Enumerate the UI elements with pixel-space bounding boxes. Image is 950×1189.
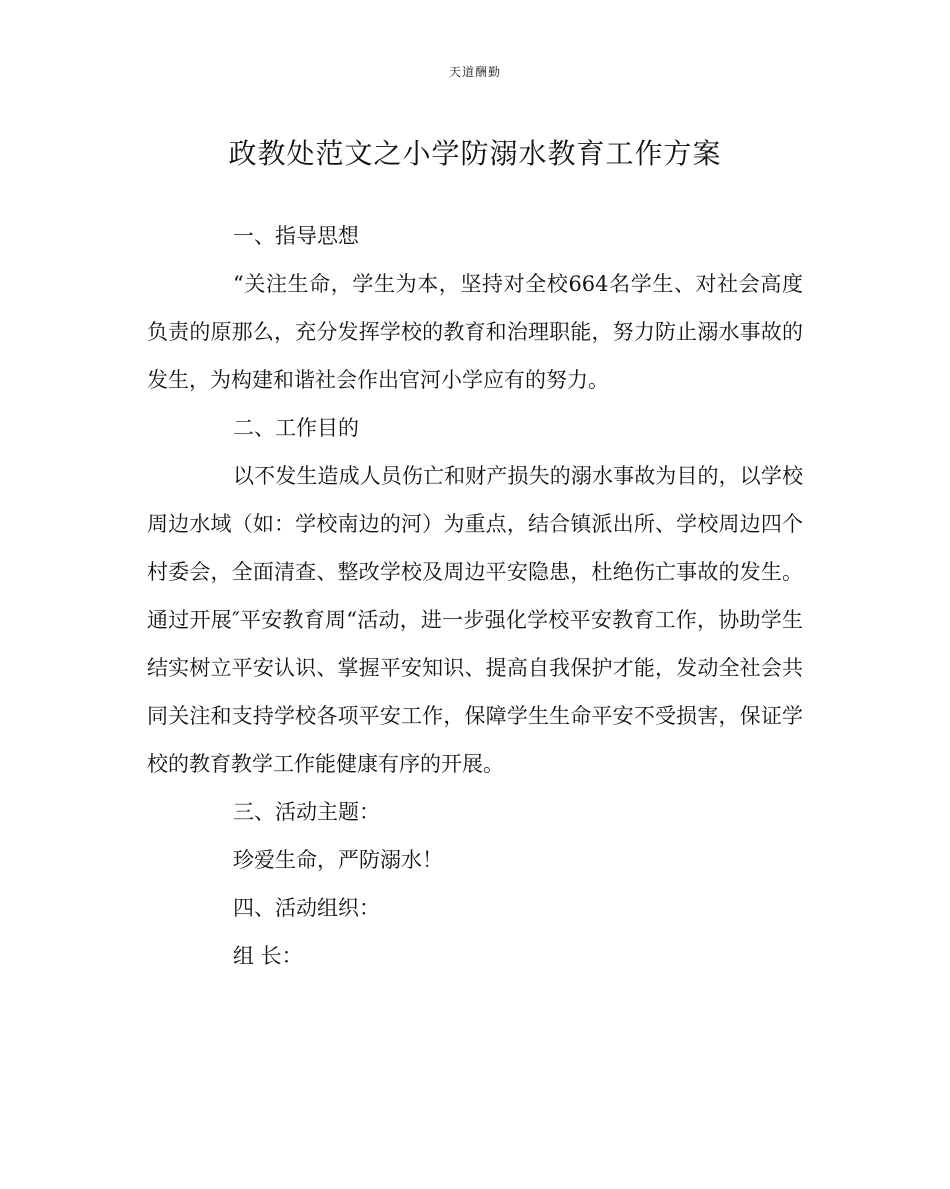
paragraph-activity-theme: 珍爱生命，严防溺水！ — [233, 848, 443, 872]
paragraph-work-goal: 以不发生造成人员伤亡和财产损失的溺水事故为目的，以学校周边水域（如：学校南边的河）为重点，结合镇派出所、学校周边四个村委会，全面清查、整改学校及周边平安隐患，杜绝伤亡事故的发生。通过开展″平安教育周“活动，进一步强化学校平安教育工作，协助学生结实树立平安认识、掌握平安知识、提高自我保护才能，发动全社会共同关注和支持学校各项平安工作，保障学生生命平安不受损害，保证学校的教育教学工作能健康有序的开展。 — [147, 464, 803, 776]
section-heading-guiding-ideology: 一、指导思想 — [233, 224, 359, 248]
section-heading-activity-organization: 四、活动组织： — [233, 896, 380, 920]
document-body — [147, 212, 803, 980]
section-heading-activity-theme: 三、活动主题： — [233, 800, 380, 824]
section-heading-work-goal: 二、工作目的 — [233, 416, 359, 440]
page-header: 天道酬勤 — [448, 65, 501, 79]
paragraph-guiding-ideology: “关注生命，学生为本，坚持对全校664名学生、对社会高度负责的原那么，充分发挥学校的教育和治理职能，努力防止溺水事故的发生，为构建和谐社会作出官河小学应有的努力。 — [147, 272, 803, 392]
document-title: 政教处范文之小学防溺水教育工作方案 — [228, 137, 722, 170]
paragraph-team-leader: 组 长： — [233, 944, 303, 968]
